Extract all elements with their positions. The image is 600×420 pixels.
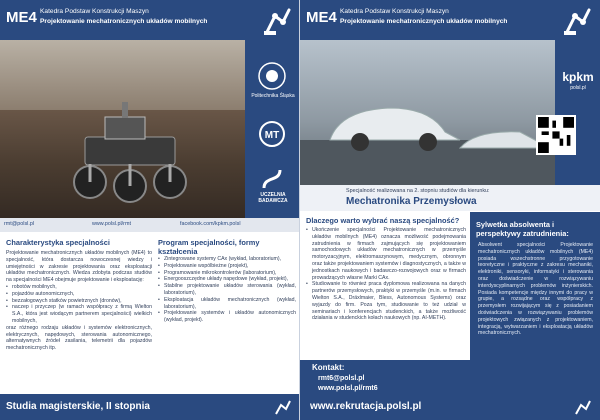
kpkm-column [555,40,600,185]
contact-email-link[interactable]: rmt6@polsl.pl [318,375,365,382]
robot-arm-logo-icon [272,396,294,418]
robot-arm-logo-icon [572,396,594,418]
right-footer [300,394,600,420]
course-code: ME4 [306,9,337,26]
list-item: • naczep i przyczep (w ramach współpracy z firmą Wielton S.A., która jest wiodącym partnerem specjalności) wielkich mobilnych, [6,304,152,324]
list-item: • Ukończenie specjalności Projektowanie mechatronicznych układów mobilnych (ME4) oznacza możliwość podejmowania zatrudnienia w firmach zajmujących się projektowaniem samochodowych układów mechatronicznych w przemyśle motoryzacyjnym, elektromaszynowym, medycznym, obronnym oraz także projektowaniem systemów i diagnostycznych, a także w jednostkach naukowych i badawczo-rozwojowych oraz w firmach prowadzących własne Marki CAx. [306,227,466,281]
list-item: • Programowanie mikrokontrolerów (laboratorium), [158,270,296,277]
spec-intro: Specjalność realizowana na 2. stopniu studiów dla kierunku: [346,188,490,194]
kpkm-logo-sub: polsl.pl [570,85,586,91]
why-body [306,227,466,322]
why-title: Dlaczego warto wybrać naszą specjalność? [306,216,460,225]
charakterystyka-outro: oraz różnego rodzaju układów i systemów elektronicznych, elektrycznych, napędowych, sterowania autonomicznego, alternatywnych źródeł zasilania, telemetrii dla pojazdów mechatronicznych itp. [6,324,152,352]
cars-illustration-icon [300,40,555,185]
charakterystyka-intro: Projektowanie mechatronicznych układów mobilnych (ME4) to specjalność, która dostarcza nowoczesnej wiedzy i umiejętności w zakresie projektowania oraz eksploatacji układów mechatronicznych. Wiedza zdobyta podczas studiów na specjalności ME4 obejmuje projektowanie i eksploatację: [6,250,152,284]
sylwetka-section [470,212,600,394]
program-body [158,256,296,324]
contact-section [300,360,470,394]
course-code: ME4 [6,9,37,26]
sylwetka-text: Absolwent specjalności Projektowanie mechatronicznych układów mobilnych (ME4) posiada wszechstronne przygotowanie teoretyczne i praktyczne z zakresu mechaniki, elektroniki, sensoryki, informatyki i sterowania oraz doświadczenie w rozwiązywaniu interdyscyplinarnych problemów inżynierskich. Posiada kompetencje między innymi do pracy w grupie, a rozsądne oraz współpracy z przemysłem rozwijającym się z posiadaniem doświadczenia w rozwiązywaniu problemów projektowych związanych z projektowaniem, integracją, wytwarzaniem i eksploatacją układów mechatronicznych. [478,242,593,337]
list-item: • Projektowanie wspólbieżne (projekt), [158,263,296,270]
list-item: • Zintegrowane systemy CAx (wykład, laboratorium), [158,256,296,263]
uczelnia-badawcza-icon [260,168,284,190]
list-item: • robotów mobilnych, [6,284,152,291]
contact-www-link[interactable]: www.polsl.pl/rmt6 [318,385,378,392]
list-item: • bezzałogowych statków powietrznych (dronów), [6,298,152,305]
sylwetka-title: Sylwetka absolwenta i perspektywy zatrudnienia: [476,220,569,238]
qr-code[interactable] [536,115,576,155]
list-item: • Projektowanie systemów i układów autonomicznych (wykład, projekt). [158,310,296,324]
polsl-badge-label: Politechnika Śląska [251,93,295,99]
kpkm-logo-text: kpkm [562,70,594,84]
rover-illustration-icon [60,102,200,212]
list-item: • Studiowanie to również praca dyplomowa realizowana na danych partnerów przemysłowych, praktyki w przemyśle (m.in. w firmach Wielton S.A., Dräxlmaier, Bless, Autonomous Systems) oraz wyjazdy do firm. Poza tym, studiowanie to też udział w seminariach i konferencjach studenckich, a także możliwość działania w studenckich kołach naukowych (np. AI-METH). [306,281,466,322]
vehicle-photo [300,40,555,185]
robot-arm-logo-icon [261,2,295,38]
kierunek-name: Mechatronika Przemysłowa [346,196,477,207]
left-footer [0,394,300,420]
program-title: Program specjalności, formy kształcenia [158,238,260,256]
charakterystyka-body [6,250,152,352]
contact-label: Kontakt: [312,363,345,372]
left-header [0,0,300,40]
list-item: • Eksploatacja układów mechatronicznych (wykład, laboratorium), [158,297,296,311]
katedra-name: Katedra Podstaw Konstrukcji Maszyn [40,8,149,15]
robot-arm-logo-icon [561,2,595,38]
recruitment-link[interactable]: www.rekrutacja.polsl.pl [310,401,422,412]
rover-photo [0,40,245,230]
right-header [300,0,600,40]
qr-code-icon [538,117,574,153]
specialty-name: Projektowanie mechatronicznych układów mobilnych [40,18,208,25]
social-www-link[interactable]: www.polsl.pl/rmt [92,221,131,227]
social-strip [0,218,300,232]
svg-text:MT: MT [264,130,280,141]
katedra-name: Katedra Podstaw Konstrukcji Maszyn [340,8,449,15]
specialty-name: Projektowanie mechatronicznych układów mobilnych [340,18,508,25]
uczelnia-badge-label: UCZELNIA BADAWCZA [258,192,288,204]
why-section [300,212,470,360]
spec-band [300,185,600,211]
social-facebook-link[interactable]: facebook.com/kpkm.polsl [180,221,241,227]
study-level: Studia magisterskie, II stopnia [6,401,150,412]
charakterystyka-title: Charakterystyka specjalności [6,238,110,247]
right-page [300,0,600,420]
mt-emblem-icon [258,120,286,148]
list-item: • Energooszczędne układy napędowe (wykład, projekt), [158,276,296,283]
list-item: • pojazdów autonomicznych, [6,291,152,298]
polsl-emblem-icon [258,62,286,90]
social-email-link[interactable]: rmt@polsl.pl [4,221,35,227]
list-item: • Stabilne projektowanie układów sterowania (wykład, laboratorium), [158,283,296,297]
